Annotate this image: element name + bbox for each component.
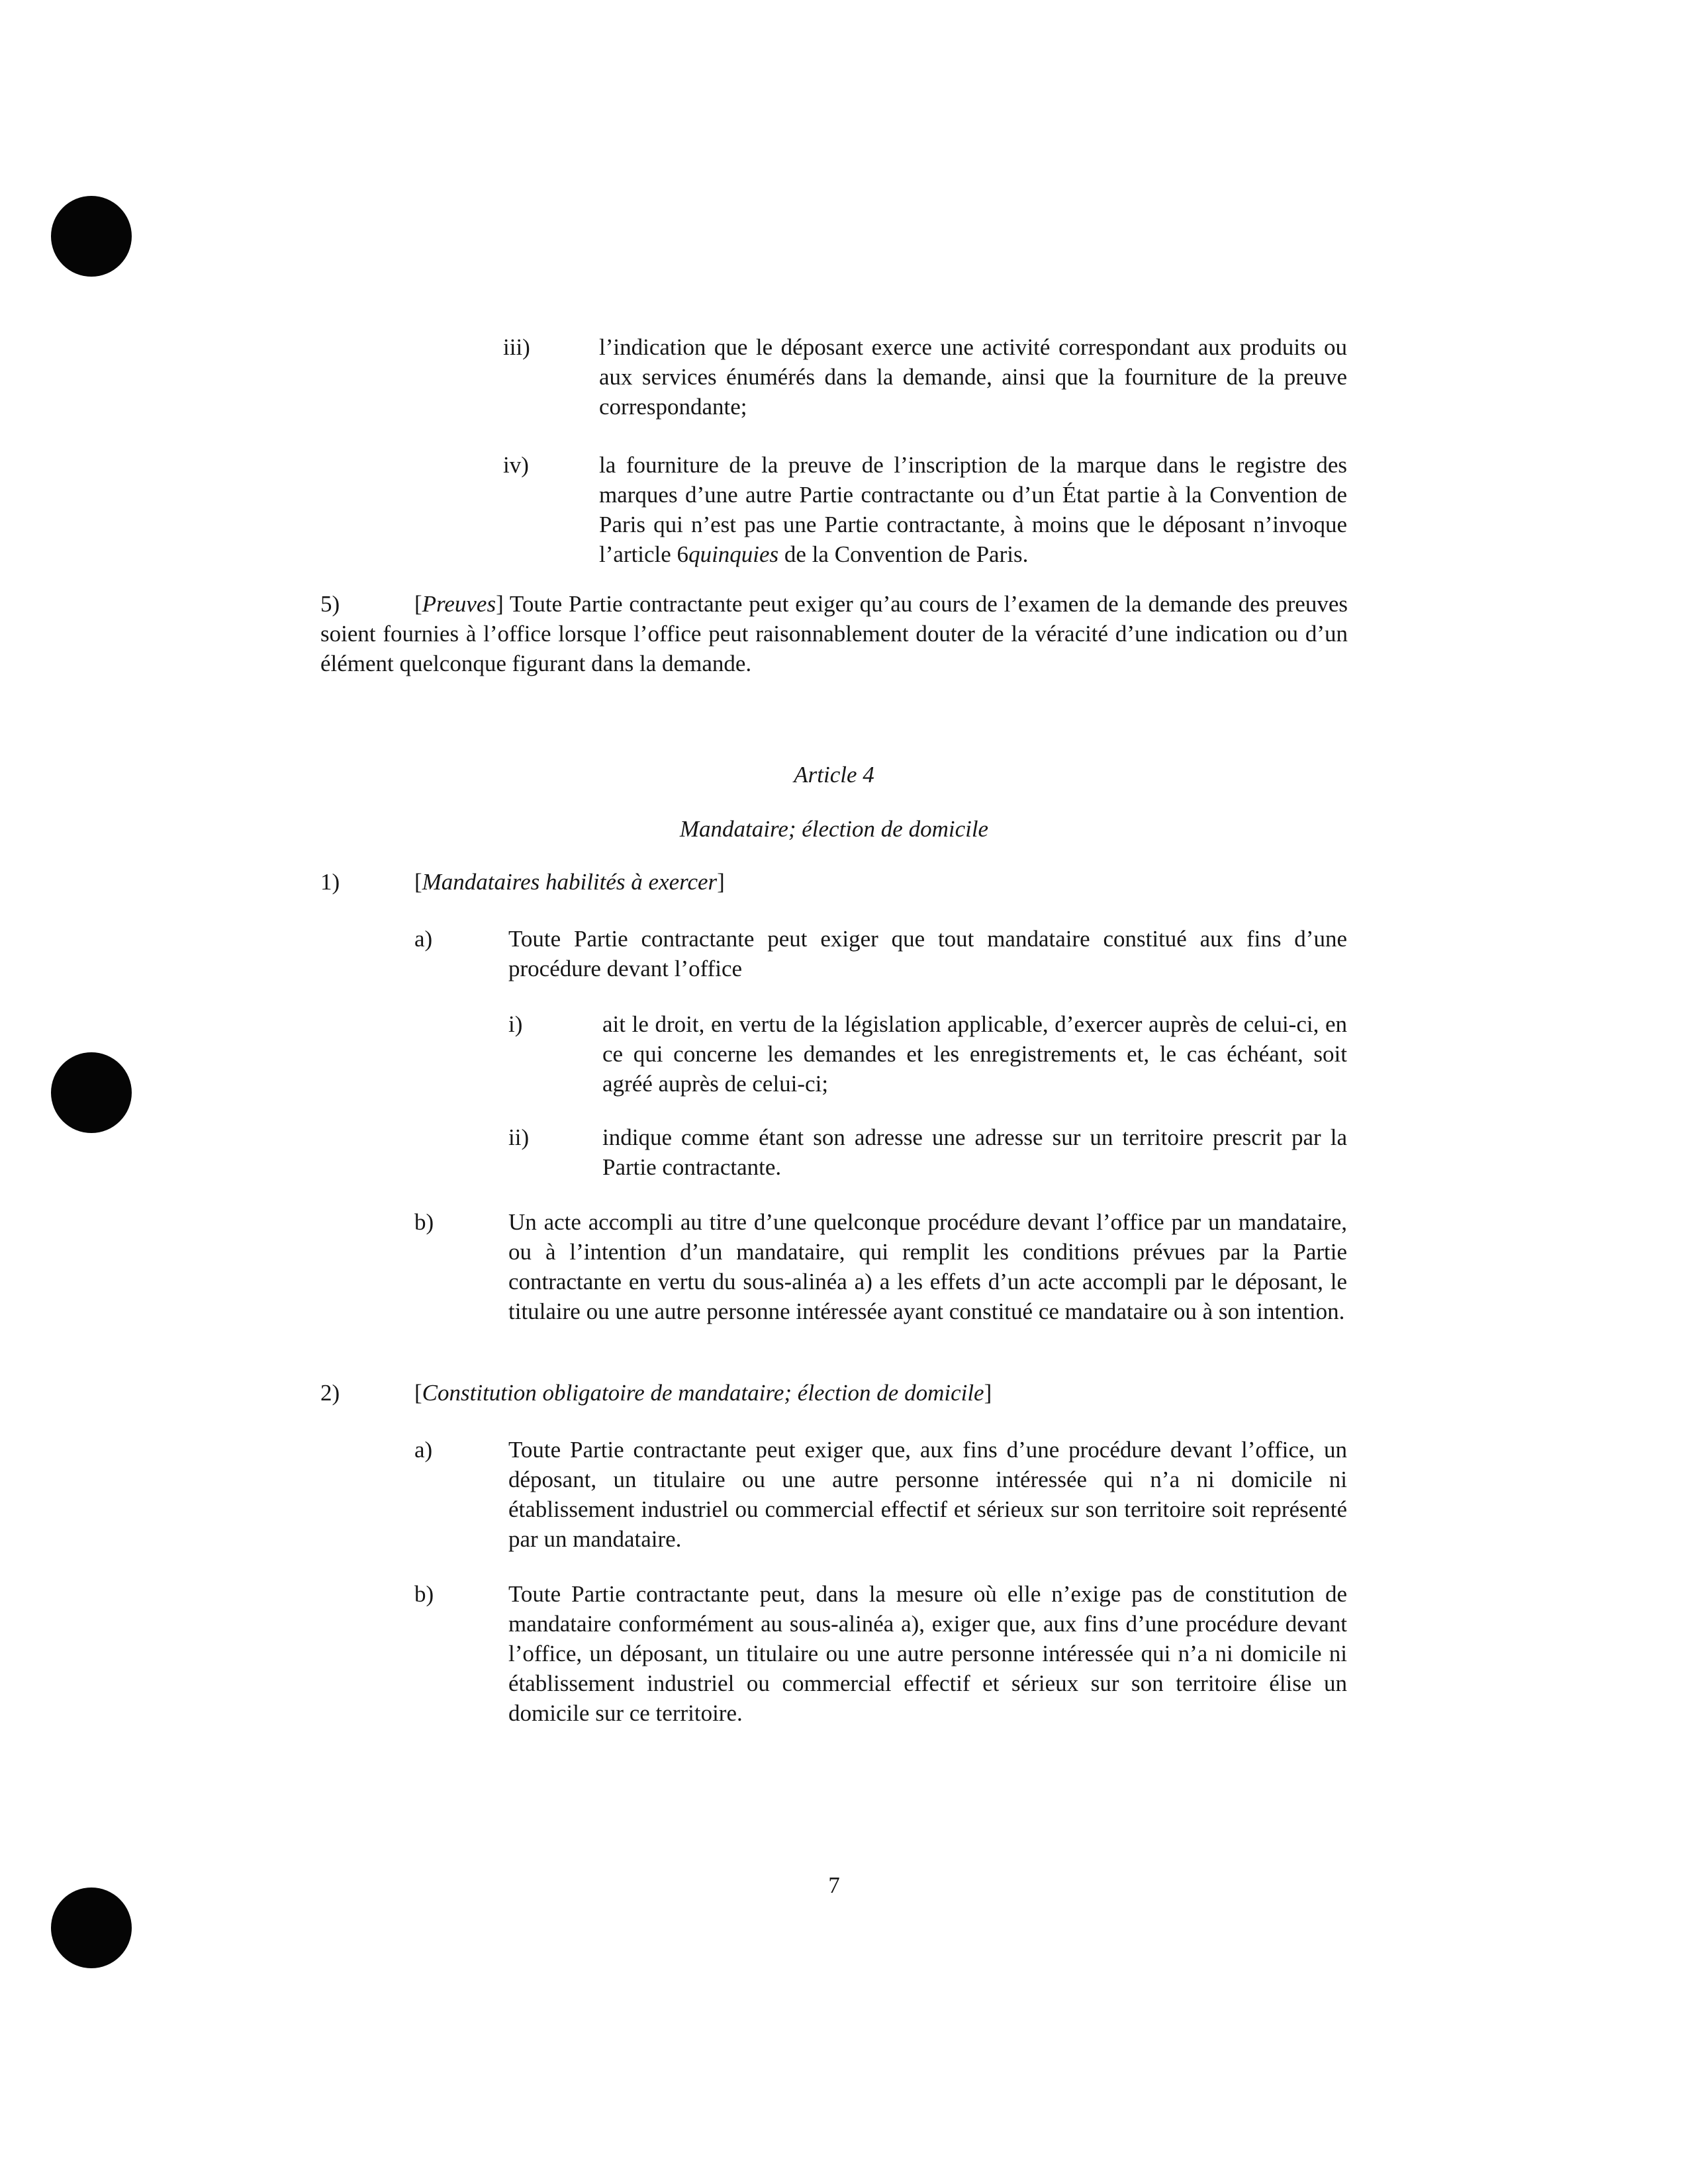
section-1-a-marker: a) [414,926,433,952]
section-1-b-text: Un acte accompli au titre d’une quelconque procédure devant l’office par un mandataire, ou à l’intention d’un mandataire, qui remplit les conditions prévues par la Partie contractante en vertu du sous-alinéa a) a les effets d’un acte accompli par le déposant, le titulaire ou une autre personne intéressée ayant constitué ce mandataire ou à son intention. [508,1209,1347,1324]
item-iv-italic: quinquies [688,541,779,567]
article-number: Article 4 [794,762,874,788]
article-title: Mandataire; élection de domicile [679,816,989,842]
item-iv-text: la fourniture de la preuve de l’inscription de la marque dans le registre des marques d’une autre Partie contractante ou d’un État partie à la Convention de Paris qui n’est pas une Partie contractante, à moins que le déposant n’invoque l’article 6quinquies de la Convention de Paris. [599,452,1347,567]
section-1-i-text: ait le droit, en vertu de la législation applicable, d’exercer auprès de celui-ci, en ce qui concerne les demandes et les enregistrements et, le cas échéant, soit agréé auprès de celui-ci; [602,1011,1347,1097]
punch-hole-middle [51,1052,132,1133]
section-1-ii-text: indique comme étant son adresse une adresse sur un territoire prescrit par la Partie contractante. [602,1124,1347,1180]
page-number: 7 [828,1872,840,1898]
section-2-heading: [Constitution obligatoire de mandataire; élection de domicile] [414,1380,992,1406]
section-1-i-marker: i) [508,1011,523,1037]
section-2-b-text: Toute Partie contractante peut, dans la mesure où elle n’exige pas de constitution de mandataire conformément au sous-alinéa a), exiger que, aux fins d’une procédure devant l’office, un déposant, un titulaire ou une autre personne intéressée qui n’a ni domicile ni établissement industriel ou commercial effectif et sérieux sur son territoire élise un domicile sur ce territoire. [508,1581,1347,1726]
section-2-a-marker: a) [414,1437,433,1463]
section-2-a-text: Toute Partie contractante peut exiger que, aux fins d’une procédure devant l’office, un déposant, un titulaire ou une autre personne intéressée qui n’a ni domicile ni établissement industriel ou commercial effectif et sérieux sur son territoire soit représenté par un mandataire. [508,1437,1347,1552]
paragraph-5-marker: 5) [320,591,340,617]
item-iii-marker: iii) [503,334,530,360]
section-1-a-text: Toute Partie contractante peut exiger que tout mandataire constitué aux fins d’une procédure devant l’office [508,926,1347,981]
section-1-marker: 1) [320,869,340,895]
section-1-heading: [Mandataires habilités à exercer] [414,869,725,895]
section-2-b-marker: b) [414,1581,434,1607]
item-iv-marker: iv) [503,452,529,478]
section-1-ii-marker: ii) [508,1124,530,1150]
paragraph-5-heading: Preuves [422,591,496,617]
section-2-marker: 2) [320,1380,340,1406]
item-iii-text: l’indication que le déposant exerce une activité correspondant aux produits ou aux services énumérés dans la demande, ainsi que la fourniture de la preuve correspondante; [599,334,1347,420]
section-1-b-marker: b) [414,1209,434,1235]
paragraph-5: 5) [Preuves] Toute Partie contractante peut exiger qu’au cours de l’examen de la demande des preuves soient fournies à l’office lorsque l’office peut raisonnablement douter de la véracité d’une indication ou d’un élément quelconque figurant dans la demande. [320,589,1348,678]
punch-hole-top [51,196,132,277]
